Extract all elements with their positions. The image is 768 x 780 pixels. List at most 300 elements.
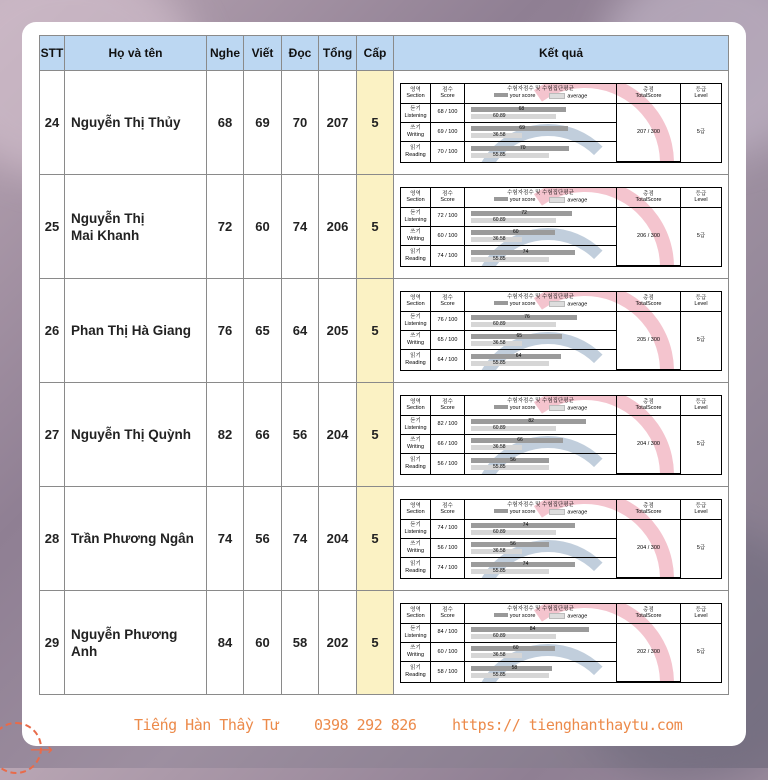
report-cell [401,662,431,681]
report-label: Reading [405,671,426,678]
score-bar [471,230,555,235]
average-bar [471,257,549,262]
report-label: 점수 [442,398,453,405]
report-label: 69 [519,124,525,131]
row-name: Nguyễn Thị Mai Khanh [65,175,207,279]
score-bar [471,211,572,216]
report-label: Level [694,613,708,619]
report-label: 74 [522,560,529,567]
results-card [22,22,746,746]
report-cell [465,84,617,104]
report-label: Listening [404,320,427,327]
report-cell [401,604,431,624]
report-cell [465,454,617,473]
report-label: 82 [528,417,534,424]
report-label: TotalScore [635,509,662,515]
report-label [494,93,536,100]
report-label: 60.89 [493,112,506,119]
average-bar [471,322,556,327]
report-label: Level [694,509,708,515]
row-nghe: 84 [207,591,244,695]
report-label: 72 [521,209,527,216]
report-label: 읽기 [410,665,421,672]
score-report [400,395,722,475]
report-label: 수험자점수 및 수험집단평균 [507,502,574,509]
report-label: Score [440,613,455,619]
header-nghe: Nghe [207,36,244,71]
row-result [394,175,729,279]
report-cell [401,227,431,246]
row-name: Nguyễn Thị Quỳnh [65,383,207,487]
report-cell [401,84,431,104]
table-header-row [40,36,729,71]
row-cap: 5 [357,591,394,695]
row-viet: 66 [244,383,282,487]
report-label: 영역 [410,86,421,93]
report-label [549,613,587,620]
average-bar [471,549,522,554]
report-label: 60.89 [493,424,506,431]
report-label: Section [406,301,425,307]
report-label: 36.58 [493,443,506,450]
score-reading: 74 / 100 [431,558,465,577]
total-score: 206 / 300 [617,208,681,266]
report-cell [465,227,617,246]
report-cell [401,500,431,520]
report-cell [617,396,681,416]
score-bar [471,438,563,443]
report-cell [465,188,617,208]
report-label: 점수 [442,294,453,301]
report-cell [465,558,617,577]
row-stt: 28 [40,487,65,591]
report-label: 60.89 [493,528,506,535]
report-label [549,197,587,204]
table-row [40,279,729,383]
row-cap: 5 [357,383,394,487]
score-bar [471,419,586,424]
report-label: 68 [518,105,525,112]
table-row [40,175,729,279]
report-label: 등급 [695,86,707,93]
report-cell [465,208,617,227]
report-label: average [567,93,588,100]
row-cap: 5 [357,279,394,383]
report-cell [431,84,465,104]
report-cell [401,188,431,208]
score-writing: 66 / 100 [431,435,465,454]
report-cell [431,500,465,520]
report-label [494,405,536,412]
score-writing: 65 / 100 [431,331,465,350]
report-label: 60 [513,644,519,651]
report-label: 60 [513,228,519,235]
report-label: 56 [510,540,516,547]
report-label: Score [440,93,455,99]
report-cell [617,84,681,104]
report-cell [431,604,465,624]
report-label: 쓰기 [410,541,421,548]
report-label: TotalScore [635,93,662,99]
report-label: your score [509,508,536,515]
report-label: 쓰기 [410,333,421,340]
report-label: 읽기 [410,249,421,256]
row-name: Nguyễn Thị Thủy [65,71,207,175]
report-cell [465,416,617,435]
report-label: 36.58 [493,339,506,346]
report-label [549,405,587,412]
score-bar [471,107,566,112]
report-cell [681,604,721,624]
row-stt: 29 [40,591,65,695]
report-cell [617,188,681,208]
row-stt: 27 [40,383,65,487]
score-report [400,291,722,371]
report-label: 수험자점수 및 수험집단평균 [507,190,574,197]
report-cell [401,520,431,539]
report-label: 쓰기 [410,125,421,132]
report-label [494,509,536,516]
report-label: 55.85 [493,567,506,574]
row-stt: 24 [40,71,65,175]
level-value: 5급 [696,441,706,448]
report-label: 점수 [442,86,453,93]
report-label: 듣기 [410,418,421,425]
results-table [39,35,729,695]
report-cell [431,188,465,208]
average-bar [471,361,549,366]
report-label: Writing [406,235,424,242]
row-doc: 64 [282,279,319,383]
table-row [40,487,729,591]
score-bar [471,562,575,567]
report-label: your score [509,300,536,307]
report-cell [465,500,617,520]
report-cell [465,662,617,681]
report-label: 쓰기 [410,437,421,444]
report-label: Reading [405,359,426,366]
report-label: Listening [404,112,427,119]
row-tong: 205 [319,279,357,383]
report-cell [465,104,617,123]
report-label [494,301,536,308]
row-nghe: 82 [207,383,244,487]
average-bar [471,237,522,242]
report-label: Level [694,197,708,203]
score-report [400,187,722,267]
report-label: 쓰기 [410,645,421,652]
row-result [394,383,729,487]
report-label: Level [694,93,708,99]
row-nghe: 76 [207,279,244,383]
score-report [400,83,722,163]
report-cell [465,142,617,161]
report-label: Listening [404,424,427,431]
row-name: Trần Phương Ngân [65,487,207,591]
header-name: Họ và tên [65,36,207,71]
score-bar [471,334,562,339]
report-label: 총점 [643,294,654,301]
report-label: Score [440,405,455,411]
report-label: 읽기 [410,353,421,360]
average-bar [471,673,549,678]
report-label: 듣기 [410,210,421,217]
average-bar [471,341,522,346]
level-value: 5급 [696,649,706,656]
report-label: Listening [404,632,427,639]
header-tong: Tổng [319,36,357,71]
report-label: 읽기 [410,145,421,152]
row-doc: 74 [282,487,319,591]
report-label: Section [406,93,425,99]
report-label: 영역 [410,502,421,509]
report-label: Section [406,509,425,515]
report-label: your score [509,404,536,411]
score-writing: 60 / 100 [431,227,465,246]
report-cell [401,396,431,416]
report-label: 점수 [442,502,453,509]
report-label: 읽기 [410,457,421,464]
total-score: 202 / 300 [617,624,681,682]
report-label: 총점 [643,502,654,509]
report-cell [465,643,617,662]
report-cell [401,331,431,350]
score-bar [471,627,589,632]
score-bar [471,126,568,131]
score-listening: 84 / 100 [431,624,465,643]
report-label: 수험자점수 및 수험집단평균 [507,606,574,613]
report-cell [465,435,617,454]
report-cell [401,416,431,435]
report-label: 36.58 [493,131,506,138]
report-label: 74 [522,521,529,528]
report-label: 등급 [695,398,707,405]
average-bar [471,653,522,658]
report-label: Writing [406,547,424,554]
report-label: your score [509,92,536,99]
score-bar [471,315,577,320]
report-label: TotalScore [635,197,662,203]
report-label: 영역 [410,606,421,613]
footer-phone[interactable]: 0398 292 826 [314,716,417,734]
report-label: Writing [406,443,424,450]
report-label: 65 [516,332,523,339]
report-label: 74 [522,248,529,255]
report-label: 55.85 [493,671,506,678]
average-bar [471,114,556,119]
row-result [394,591,729,695]
report-label: 읽기 [410,561,421,568]
report-label: 점수 [442,190,453,197]
level-value: 5급 [696,233,706,240]
report-label: 64 [515,352,522,359]
report-label: Section [406,405,425,411]
total-score: 204 / 300 [617,416,681,474]
table-row [40,383,729,487]
footer-url[interactable]: https:// tienghanthaytu.com [452,716,683,734]
report-label: your score [509,196,536,203]
average-bar [471,133,522,138]
report-cell [401,435,431,454]
report-label: TotalScore [635,613,662,619]
score-bar [471,458,549,463]
score-listening: 68 / 100 [431,104,465,123]
report-label: 60.89 [493,216,506,223]
report-cell [465,246,617,265]
level-value: 5급 [696,129,706,136]
average-bar [471,218,556,223]
average-bar [471,530,556,535]
average-bar [471,569,549,574]
report-cell [465,539,617,558]
average-bar [471,634,556,639]
report-label: Score [440,197,455,203]
report-label: 76 [524,313,530,320]
score-writing: 69 / 100 [431,123,465,142]
report-cell [401,454,431,473]
report-label: 총점 [643,190,654,197]
report-label: 36.58 [493,547,506,554]
header-viet: Viết [244,36,282,71]
report-label: 55.85 [493,151,506,158]
report-label: 60.89 [493,632,506,639]
row-tong: 207 [319,71,357,175]
row-cap: 5 [357,71,394,175]
report-cell [465,520,617,539]
report-label: 수험자점수 및 수험집단평균 [507,86,574,93]
report-cell [401,624,431,643]
report-label: Section [406,197,425,203]
report-label: Score [440,301,455,307]
report-label: Writing [406,651,424,658]
score-bar [471,250,575,255]
row-viet: 60 [244,591,282,695]
total-score: 205 / 300 [617,312,681,370]
row-viet: 56 [244,487,282,591]
report-cell [465,312,617,331]
report-cell [401,558,431,577]
report-label: Reading [405,567,426,574]
row-result [394,487,729,591]
row-result [394,71,729,175]
score-report [400,499,722,579]
score-reading: 58 / 100 [431,662,465,681]
score-bar [471,646,555,651]
report-cell [617,604,681,624]
report-cell [431,292,465,312]
report-label: Level [694,405,708,411]
report-label: 70 [520,144,526,151]
report-label: 수험자점수 및 수험집단평균 [507,398,574,405]
report-label: average [567,509,588,516]
header-ketqua: Kết quả [394,36,729,71]
row-stt: 26 [40,279,65,383]
report-cell [465,604,617,624]
report-label [494,613,536,620]
row-tong: 206 [319,175,357,279]
row-viet: 60 [244,175,282,279]
report-label: 55.85 [493,359,506,366]
report-cell [401,208,431,227]
report-label: 총점 [643,86,654,93]
row-nghe: 68 [207,71,244,175]
row-nghe: 74 [207,487,244,591]
report-label: TotalScore [635,405,662,411]
row-result [394,279,729,383]
average-bar [471,445,522,450]
report-label: Score [440,509,455,515]
footer-brand: Tiếng Hàn Thầy Tư [134,716,280,734]
header-cap: Cấp [357,36,394,71]
report-cell [465,331,617,350]
report-label: Writing [406,131,424,138]
report-label [549,93,587,100]
report-label: 66 [517,436,523,443]
score-reading: 56 / 100 [431,454,465,473]
report-label: 총점 [643,606,654,613]
score-listening: 82 / 100 [431,416,465,435]
report-label [549,301,587,308]
row-tong: 204 [319,383,357,487]
report-label: 등급 [695,502,707,509]
report-cell [401,123,431,142]
report-label: 영역 [410,190,421,197]
report-label: Listening [404,528,427,535]
report-label: 56 [510,456,516,463]
report-label: Section [406,613,425,619]
score-listening: 72 / 100 [431,208,465,227]
report-cell [401,246,431,265]
footer [22,712,746,742]
report-label [549,509,587,516]
row-nghe: 72 [207,175,244,279]
report-label: Level [694,301,708,307]
total-score: 204 / 300 [617,520,681,578]
report-label: your score [509,612,536,619]
report-label [494,197,536,204]
report-label: 수험자점수 및 수험집단평균 [507,294,574,301]
table-row [40,591,729,695]
report-label: 84 [529,625,536,632]
report-label: 듣기 [410,106,421,113]
score-bar [471,542,549,547]
report-label: Reading [405,255,426,262]
report-label: average [567,197,588,204]
report-cell [401,312,431,331]
score-writing: 60 / 100 [431,643,465,662]
report-cell [681,396,721,416]
report-label: Writing [406,339,424,346]
report-label: 총점 [643,398,654,405]
score-bar [471,146,569,151]
report-label: 듣기 [410,314,421,321]
score-listening: 76 / 100 [431,312,465,331]
report-label: 영역 [410,398,421,405]
score-reading: 74 / 100 [431,246,465,265]
report-label: 등급 [695,606,707,613]
report-cell [465,292,617,312]
report-cell [681,188,721,208]
score-listening: 74 / 100 [431,520,465,539]
report-cell [681,292,721,312]
row-stt: 25 [40,175,65,279]
table-row [40,71,729,175]
average-bar [471,153,549,158]
report-label: 36.58 [493,651,506,658]
report-label: Reading [405,151,426,158]
report-label: 55.85 [493,463,506,470]
score-bar [471,523,575,528]
